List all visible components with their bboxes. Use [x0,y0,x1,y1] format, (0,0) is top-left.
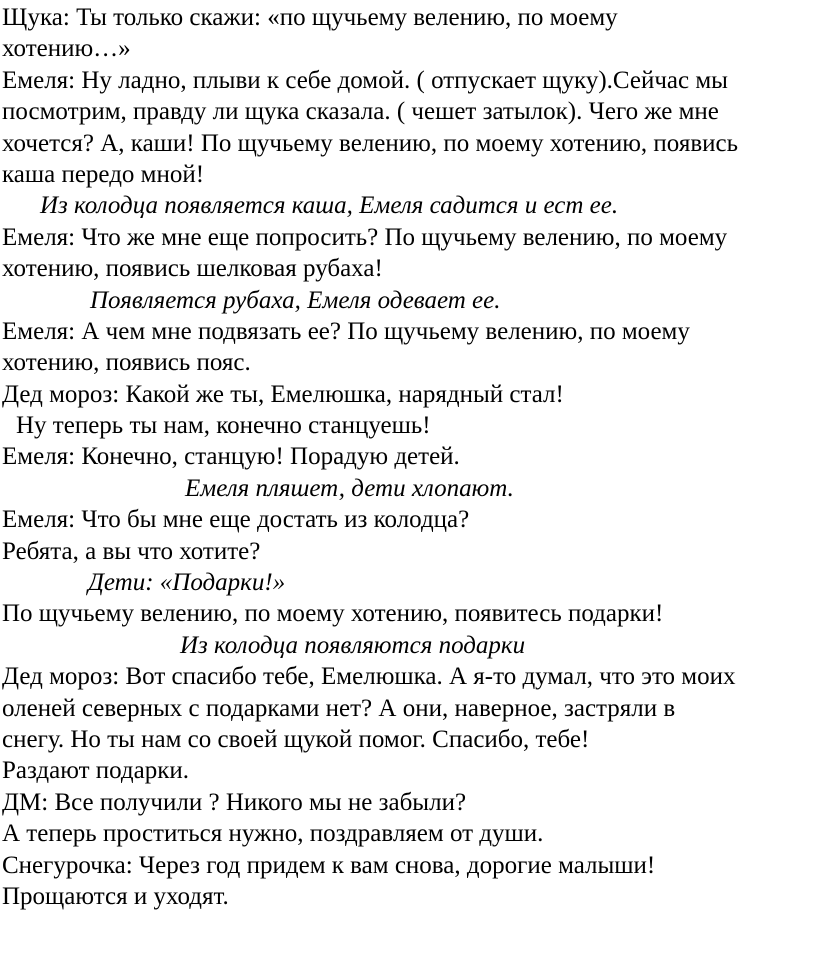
text-line: Снегурочка: Через год придем к вам снова, дорогие малыши! [2,851,656,879]
text-line: А теперь проститься нужно, поздравляем от души. [2,820,544,848]
text-line: По щучьему велению, по моему хотению, появитесь подарки! [2,600,664,628]
text-line: Раздают подарки. [2,757,190,785]
stage-direction: Появляется рубаха, Емеля одевает ее. [90,286,501,314]
text-line: Емеля: А чем мне подвязать ее? По щучьему велению, по моему [2,317,690,345]
text-line: снегу. Но ты нам со своей щукой помог. Спасибо, тебе! [2,725,590,753]
text-line: Щука: Ты только скажи: «по щучьему велению, по моему [2,4,618,31]
stage-direction: Емеля пляшет, дети хлопают. [185,474,514,502]
stage-direction: Дети: «Подарки!» [88,569,286,597]
text-line: Ребята, а вы что хотите? [2,537,261,565]
text-line: хотению…» [2,35,131,63]
text-line: хотению, появись шелковая рубаха! [2,255,383,283]
text-line: ДМ: Все получили ? Никого мы не забыли? [2,788,467,816]
stage-direction: Из колодца появляется каша, Емеля садится и ест ее. [40,192,619,220]
text-line: хотению, появись пояс. [2,349,251,377]
text-line: Емеля: Конечно, станцую! Порадую детей. [2,443,460,471]
text-line: Емеля: Что же мне еще попросить? По щучьему велению, по моему [2,223,728,251]
text-line: каша передо мной! [2,160,205,188]
text-line: посмотрим, правду ли щука сказала. ( чешет затылок). Чего же мне [2,98,719,126]
stage-direction: Из колодца появляются подарки [180,631,526,659]
text-line: хочется? А, каши! По щучьему велению, по моему хотению, появись [2,129,738,157]
text-line: оленей северных с подарками нет? А они, наверное, застряли в [2,694,676,722]
text-line: Емеля: Что бы мне еще достать из колодца? [2,506,470,534]
text-line: Дед мороз: Какой же ты, Емелюшка, нарядный стал! [2,380,564,408]
text-line: Емеля: Ну ладно, плыви к себе домой. ( отпускает щуку).Сейчас мы [2,66,728,94]
text-line: Ну теперь ты нам, конечно станцуешь! [16,412,431,440]
text-line: Прощаются и уходят. [2,882,229,910]
text-line: Дед мороз: Вот спасибо тебе, Емелюшка. А я-то думал, что это моих [2,663,736,691]
